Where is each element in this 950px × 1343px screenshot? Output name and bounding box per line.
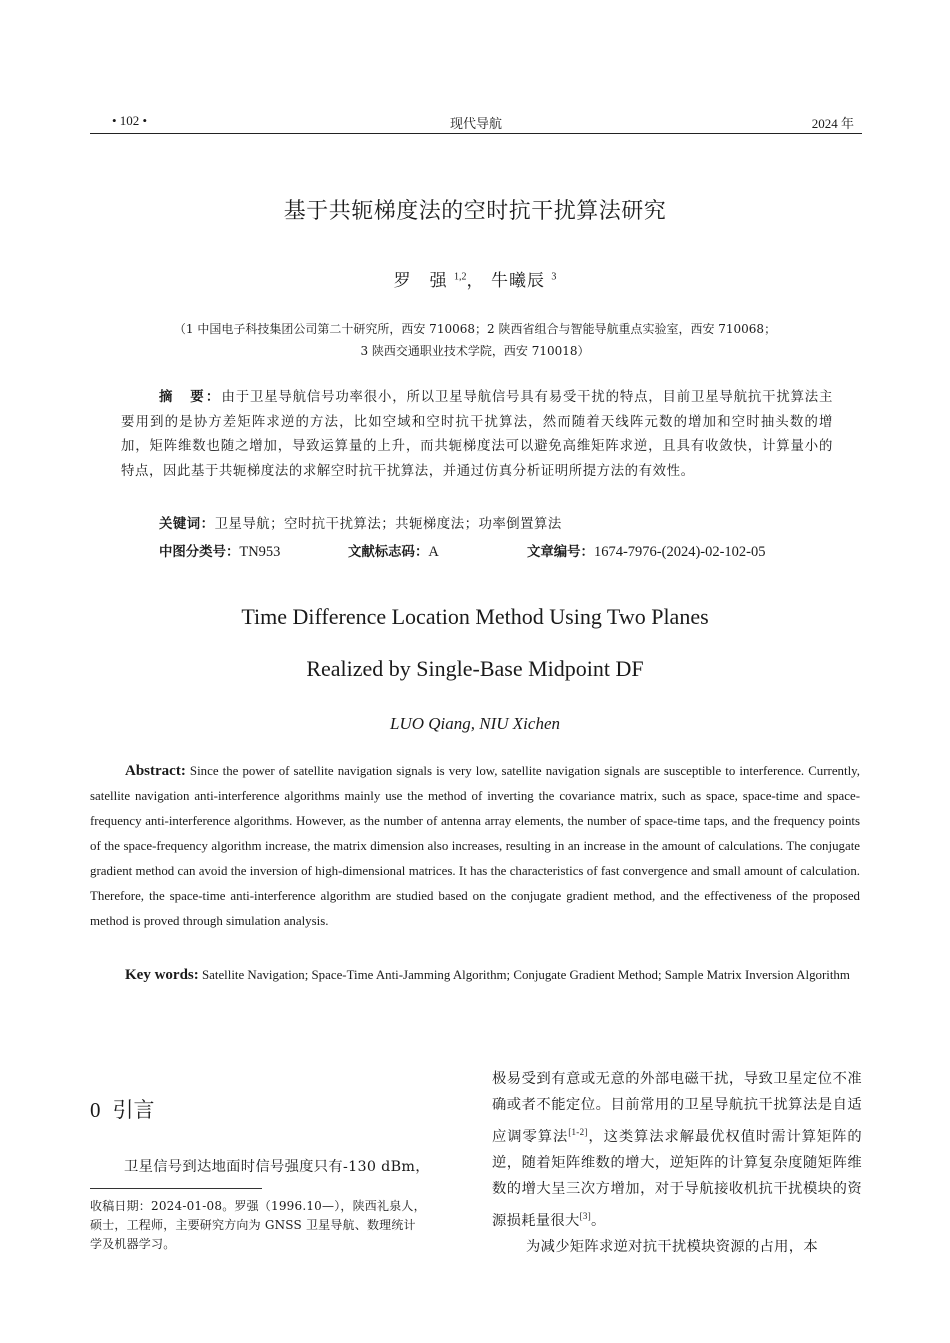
intro-paragraph-1 xyxy=(492,1066,862,1234)
intro-p1-part-a: 极易受到有意或无意的外部电磁干扰，导致卫星定位不准确或者不能定位。目前常用的卫星导航抗干扰算法是自适应调零算法 xyxy=(492,1071,862,1145)
abstract-cn-label: 摘 要： xyxy=(159,390,222,405)
keywords-en-label: Key words: xyxy=(125,967,199,983)
doc-code-label: 文献标志码： xyxy=(348,545,429,560)
abstract-cn-text: 由于卫星导航信号功率很小，所以卫星导航信号具有易受干扰的特点，目前卫星导航抗干扰算法主要用到的是协方差矩阵求逆的方法，比如空域和空时抗干扰算法，然而随着天线阵元数的增加和空时抽头数的增加，矩阵维数也随之增加，导致运算量的上升，而共轭梯度法可以避免高维矩阵求逆，且具有收敛快，计算量小的特点，因此基于共轭梯度法的求解空时抗干扰算法，并通过仿真分析证明所提方法的有效性。 xyxy=(121,390,834,479)
authors-cn xyxy=(0,266,950,291)
author-1-affil: 1,2 xyxy=(454,271,467,283)
clc-label: 中图分类号： xyxy=(159,545,240,560)
keywords-cn-text: 卫星导航；空时抗干扰算法；共轭梯度法；功率倒置算法 xyxy=(214,517,562,532)
footnote-line-2: 硕士，工程师，主要研究方向为 GNSS 卫星导航、数理统计 xyxy=(90,1218,416,1232)
intro-paragraph-left: 卫星信号到达地面时信号强度只有-130 dBm， xyxy=(124,1159,430,1175)
author-1-name: 罗 强 xyxy=(393,271,448,291)
doc-code-value: A xyxy=(428,544,439,560)
abstract-en-text: Since the power of satellite navigation signals is very low, satellite navigation signals are susceptible to interference. Currently, satellite navigation anti-interference algorithms mainly use the method of inverting the covariance matrix, such as space, space-time and space-frequency anti-interference algorithms. However, as the number of antenna array elements, the number of space-time taps, and the frequency points of the space-frequency algorithm increase, the matrix dimension also increases, resulting in an increase in the amount of calculations. The conjugate gradient method can avoid the inversion of high-dimensional matrices. It has the characteristics of fast convergence and small amount of calculation. Therefore, the space-time anti-interference algorithm are studied based on the conjugate gradient method, and the effectiveness of the proposed method is proved through simulation analysis. xyxy=(90,764,860,928)
affiliations xyxy=(100,318,850,362)
section-title: 引言 xyxy=(112,1098,155,1122)
paper-title-cn: 基于共轭梯度法的空时抗干扰算法研究 xyxy=(283,199,667,224)
citation-3: [3] xyxy=(579,1210,591,1221)
doc-code xyxy=(348,541,439,561)
keywords-cn-label: 关键词： xyxy=(159,517,215,532)
author-2-affil: 3 xyxy=(551,271,557,283)
journal-year: 2024 年 xyxy=(811,116,854,131)
affiliation-line-2: 3 陕西交通职业技术学院，西安 710018） xyxy=(360,344,590,358)
footnote-divider xyxy=(90,1188,262,1189)
clc-number xyxy=(159,541,280,561)
intro-p1-part-c: 。 xyxy=(591,1212,606,1229)
abstract-en xyxy=(90,759,860,934)
abstract-cn xyxy=(121,386,833,484)
intro-p1-part-b: ，这类算法求解最优权值时需计算矩阵的逆，随着矩阵维数的增大，逆矩阵的计算复杂度随矩阵维数的增大呈三次方增加，对于导航接收机抗干扰模块的资源损耗量很大 xyxy=(492,1128,863,1229)
footnote-line-1: 收稿日期：2024-01-08。罗强（1996.10—），陕西礼泉人， xyxy=(90,1199,426,1213)
intro-column-right xyxy=(492,1066,862,1260)
paper-title-en-line-1: Time Difference Location Method Using Two Planes xyxy=(241,604,709,629)
keywords-cn xyxy=(159,513,562,532)
paper-title-en-line-2: Realized by Single-Base Midpoint DF xyxy=(306,656,644,681)
section-heading-introduction xyxy=(90,1094,155,1124)
page-number: • 102 • xyxy=(112,113,148,128)
keywords-en-text: Satellite Navigation; Space-Time Anti-Jamming Algorithm; Conjugate Gradient Method; Sample Matrix Inversion Algorithm xyxy=(198,968,850,982)
citation-1-2: [1-2] xyxy=(568,1126,588,1137)
author-separator: ， xyxy=(466,271,485,291)
intro-paragraph-2: 为减少矩阵求逆对抗干扰模块资源的占用，本 xyxy=(526,1238,818,1255)
abstract-en-label: Abstract: xyxy=(125,763,186,779)
affiliation-line-1: （1 中国电子科技集团公司第二十研究所，西安 710068；2 陕西省组合与智能导航重点实验室，西安 710068； xyxy=(173,322,777,336)
running-header xyxy=(90,113,862,134)
section-number: 0 xyxy=(90,1098,101,1122)
article-number-value: 1674-7976-(2024)-02-102-05 xyxy=(593,544,766,560)
journal-name: 现代导航 xyxy=(449,116,502,131)
clc-value: TN953 xyxy=(239,544,281,560)
footnote-line-3: 学及机器学习。 xyxy=(90,1237,176,1251)
keywords-en xyxy=(90,963,860,988)
article-number-label: 文章编号： xyxy=(527,545,594,560)
footnote xyxy=(90,1197,462,1254)
authors-en: LUO Qiang, NIU Xichen xyxy=(390,714,560,733)
article-number xyxy=(527,541,766,561)
author-2-name: 牛曦辰 xyxy=(490,271,545,291)
